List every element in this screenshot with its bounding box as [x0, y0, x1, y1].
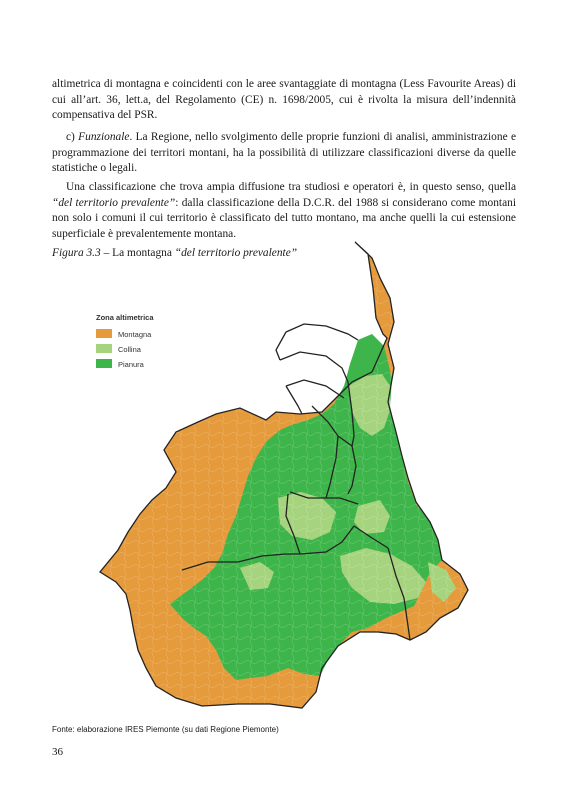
p2-rest: . La Regione, nello svolgimento delle proprie funzioni di analisi, amministrazione e programmazione dei territori montani, ha la possibilità di utilizzare classificazioni diverse da quelle statistiche o legali. — [52, 131, 516, 175]
legend-title: Zona altimetrica — [96, 313, 154, 322]
legend-swatch-collina — [96, 344, 112, 353]
piemonte-map — [90, 236, 470, 716]
legend-label-pianura: Pianura — [118, 360, 144, 369]
p2-prefix: c) — [66, 131, 79, 143]
figure-label: Figura 3.3 — [52, 247, 101, 259]
paragraph-1: altimetrica di montagna e coincidenti con le aree svantaggiate di montagna (Less Favourite Areas) di cui all’art. 36, lett.a, del Regolamento (CE) n. 1698/2005, cui è rivolta la misura dell’indennità compensativa del PSR. — [52, 78, 516, 122]
figure-source: Fonte: elaborazione IRES Piemonte (su dati Regione Piemonte) — [52, 725, 279, 734]
p3-prefix: Una classificazione che trova ampia diffusione tra studiosi e operatori è, in questo senso, quella — [66, 181, 516, 193]
page-number: 36 — [52, 746, 63, 758]
map-legend — [96, 313, 154, 369]
legend-label-collina: Collina — [118, 345, 141, 354]
paragraph-classificazione — [52, 180, 516, 242]
legend-label-montagna: Montagna — [118, 330, 152, 339]
figure-title: “del territorio prevalente” — [174, 247, 298, 259]
paragraph-funzionale — [52, 130, 516, 177]
p3-rest: : dalla classificazione della D.C.R. del 1988 si considerano come montani non solo i comuni il cui territorio è classificato del tutto montano, ma anche quelli la cui estensione superficiale è prevalentemente montana. — [52, 196, 516, 240]
figure-separator: – La montagna — [100, 247, 175, 259]
legend-swatch-pianura — [96, 359, 112, 368]
legend-swatch-montagna — [96, 329, 112, 338]
p3-italic: “del territorio prevalente” — [52, 196, 176, 209]
p2-italic: Funzionale — [78, 131, 130, 143]
